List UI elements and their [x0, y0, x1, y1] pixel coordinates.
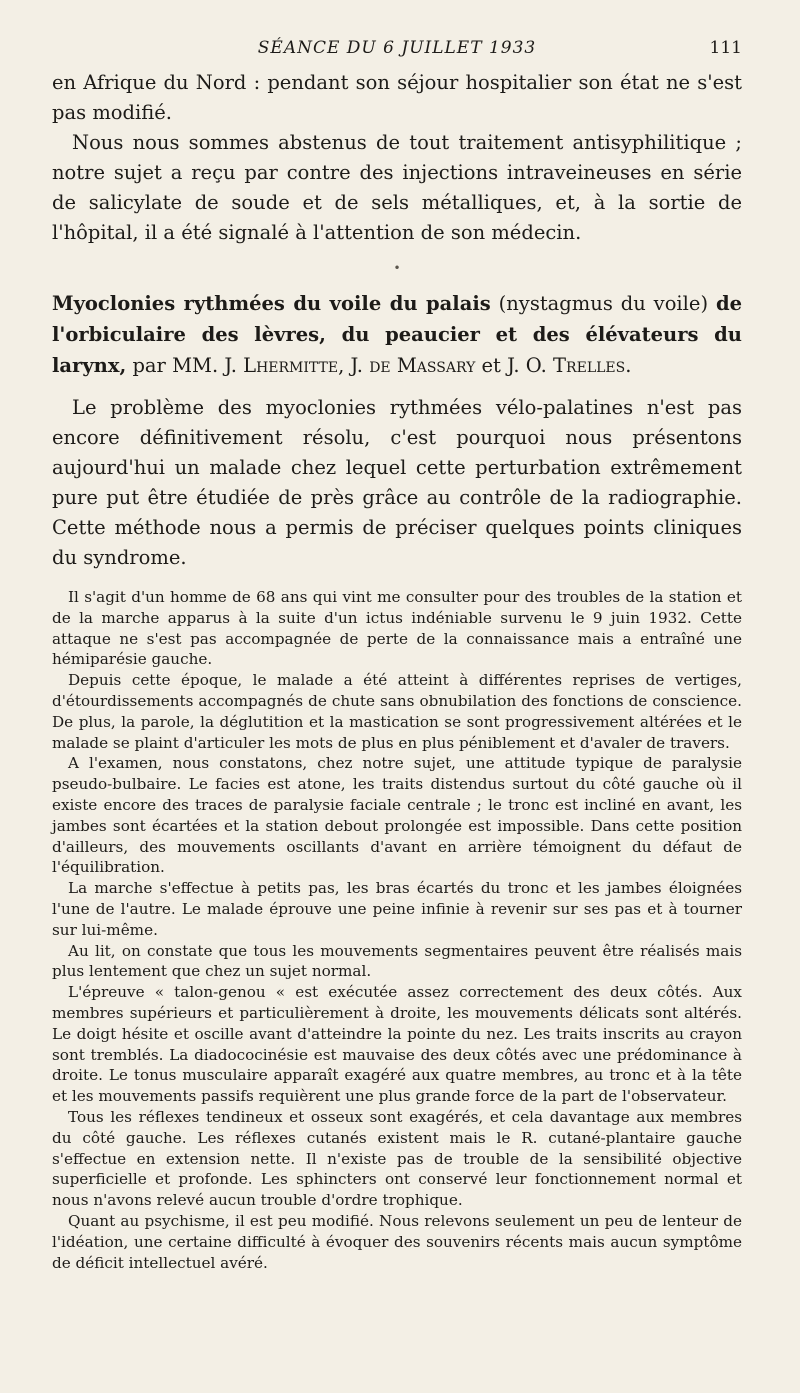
author-de-massary: de Massary: [369, 354, 476, 377]
section-title: [52, 288, 742, 381]
author-separator: et J. O.: [481, 354, 547, 377]
running-title: SÉANCE DU 6 JUILLET 1933: [257, 38, 537, 58]
intro: [52, 393, 742, 573]
journal-page: [52, 38, 742, 1273]
previous-case-ending: [52, 68, 742, 248]
case-paragraph: La marche s'effectue à petits pas, les bras écartés du tronc et les jambes éloignées l'une de l'autre. Le malade éprouve une peine infinie à revenir sur ses pas et à tourner sur lui-même.: [52, 879, 742, 939]
paragraph: en Afrique du Nord : pendant son séjour hospitalier son état ne s'est pas modifié.: [52, 71, 742, 124]
page-number: 111: [709, 38, 742, 58]
case-paragraph: Au lit, on constate que tous les mouvements segmentaires peuvent être réalisés mais plus lentement que chez un sujet normal.: [52, 941, 742, 981]
case-paragraph: Il s'agit d'un homme de 68 ans qui vint me consulter pour des troubles de la station et de la marche apparus à la suite d'un ictus indéniable survenu le 9 juin 1932. Cette attaque ne s'est pas accompagnée de perte de la connaissance mais a entraîné une hémiparésie gauche.: [52, 588, 742, 669]
case-paragraph: L'épreuve « talon-genou « est exécutée assez correctement des deux côtés. Aux membres supérieurs et particulièrement à droite, les mouvements délicats sont altérés. Le doigt hésite et oscille avant d'atteindre la pointe du nez. Les traits inscrits au crayon sont tremblés. La diadococinésie est mauvaise des deux côtés avec une prédominance à droite. Le tonus musculaire apparaît exagéré aux quatre membres, au tronc et à la tête et les mouvements passifs requièrent une plus grande force de la part de l'observateur.: [52, 983, 742, 1106]
separator-mark: •: [393, 261, 401, 275]
title-rest: de l'orbiculaire des lèvres, du peaucier et des élévateurs du larynx,: [52, 292, 743, 377]
page-header: [52, 38, 742, 68]
case-paragraph: A l'examen, nous constatons, chez notre sujet, une attitude typique de paralysie pseudo-bulbaire. Le facies est atone, les traits distendus surtout du côté gauche où il existe encore des traces de paralysie faciale centrale ; le tronc est incliné en avant, les jambes sont écartées et la station debout prolongée est impossible. Dans cette position d'ailleurs, des mouvements oscillants d'avant en arrière témoignent du défaut de l'équilibration.: [52, 754, 742, 877]
author-lhermitte: Lhermitte: [243, 354, 339, 377]
case-report: [52, 587, 742, 1273]
case-paragraph: Tous les réflexes tendineux et osseux sont exagérés, et cela davantage aux membres du côté gauche. Les réflexes cutanés existent mais le R. cutané-plantaire gauche s'effectue en extension nette. Il n'existe pas de trouble de la sensibilité objective superficielle et profonde. Les sphincters ont conservé leur fonctionnement normal et nous n'avons relevé aucun trouble d'ordre trophique.: [52, 1107, 742, 1210]
case-paragraph: Depuis cette époque, le malade a été atteint à différentes reprises de vertiges, d'étourdissements accompagnés de chute sans obnubilation des fonctions de conscience. De plus, la parole, la déglutition et la mastication se sont progressivement altérées et le malade se plaint d'articuler les mots de plus en plus péniblement et d'avaler de travers.: [52, 671, 742, 752]
title-parenthetical: (nystagmus du voile): [498, 292, 709, 315]
author-end: .: [625, 354, 632, 377]
authors-prefix: par MM. J.: [132, 354, 237, 377]
paragraph: Nous nous sommes abstenus de tout traitement antisyphilitique ; notre sujet a reçu par contre des injections intraveineuses en série de salicylate de soude et de sels métalliques, et, à la sortie de l'hôpital, il a été signalé à l'attention de son médecin.: [52, 131, 742, 244]
intro-paragraph: Le problème des myoclonies rythmées vélo-palatines n'est pas encore définitivement résolu, c'est pourquoi nous présentons aujourd'hui un malade chez lequel cette perturbation extrêmement pure put être étudiée de près grâce au contrôle de la radiographie. Cette méthode nous a permis de préciser quelques points cliniques du syndrome.: [52, 396, 742, 569]
title-main: Myoclonies rythmées du voile du palais: [52, 292, 491, 315]
author-separator: , J.: [338, 354, 363, 377]
author-trelles: Trelles: [553, 354, 626, 377]
case-paragraph: Quant au psychisme, il est peu modifié. Nous relevons seulement un peu de lenteur de l'idéation, une certaine difficulté à évoquer des souvenirs récents mais aucun symptôme de déficit intellectuel avéré.: [52, 1211, 742, 1272]
